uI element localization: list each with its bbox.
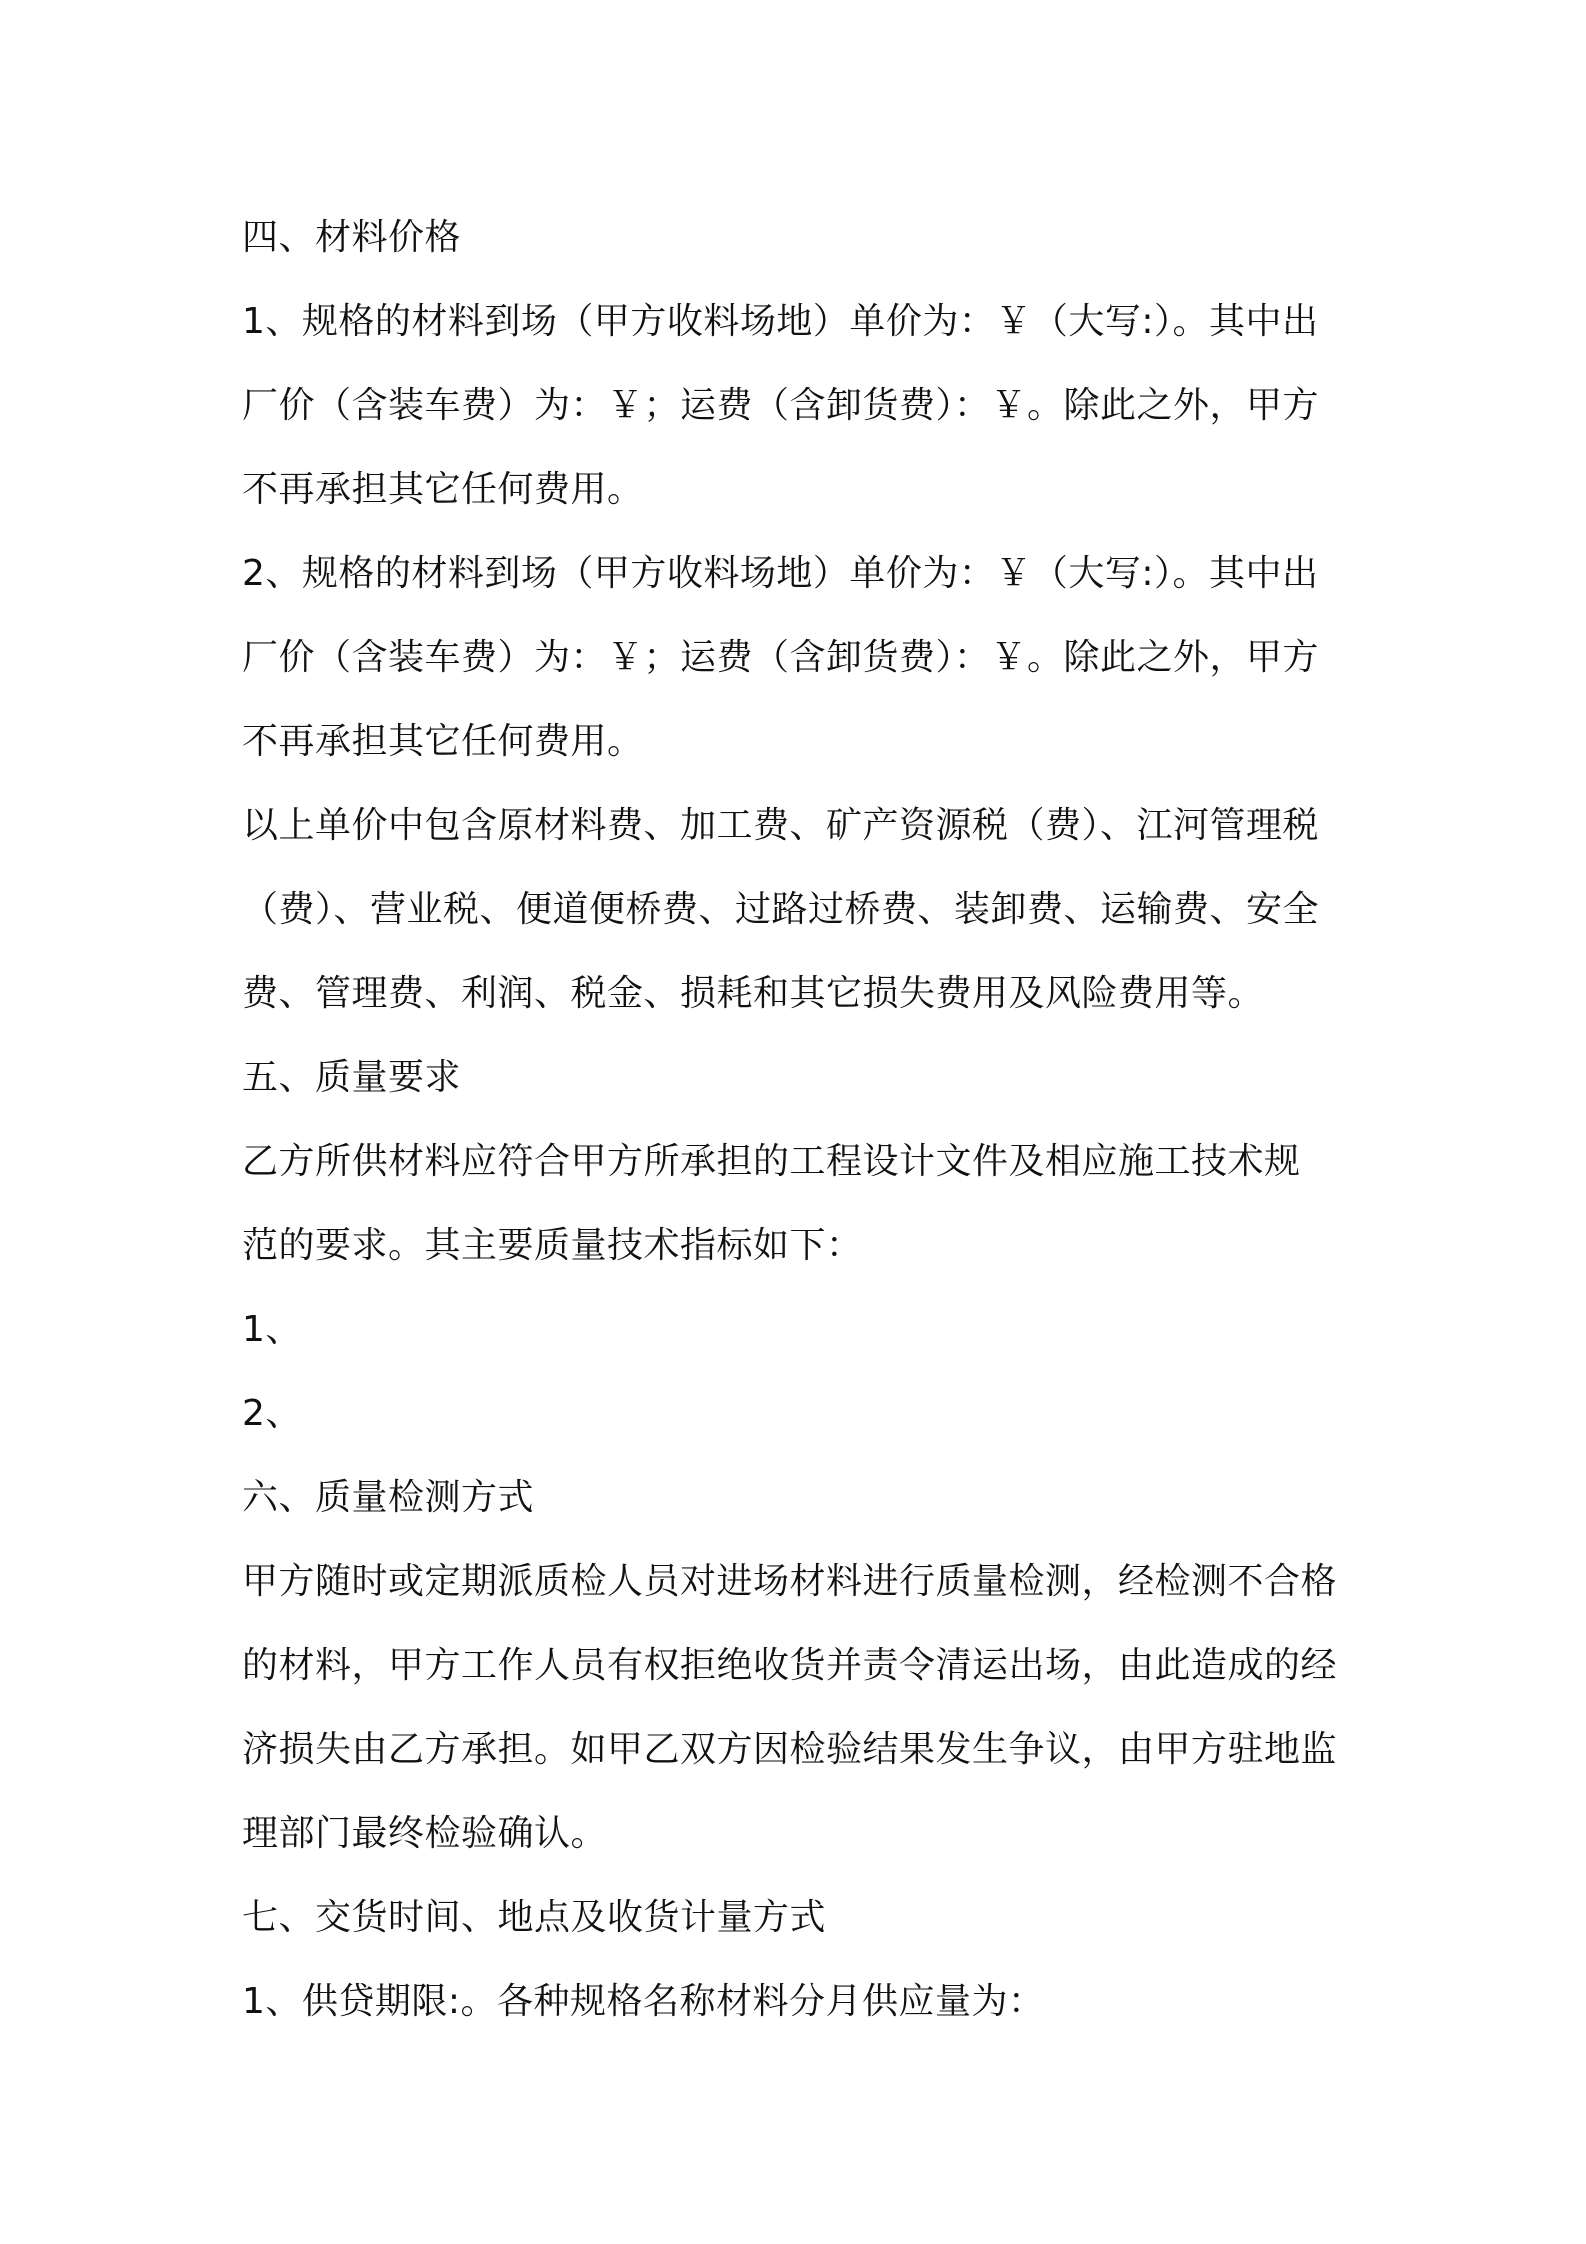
price-item-2-line-2: 厂价（含装车费）为：￥；运费（含卸货费）：￥。除此之外，甲方 bbox=[242, 637, 1320, 678]
price-note-line-1: 以上单价中包含原材料费、加工费、矿产资源税（费）、江河管理税 bbox=[242, 805, 1320, 846]
inspection-text-line-2: 的材料，甲方工作人员有权拒绝收货并责令清运出场，由此造成的经 bbox=[242, 1645, 1338, 1686]
price-item-1-line-3: 不再承担其它任何费用。 bbox=[242, 469, 644, 510]
inspection-text-line-4: 理部门最终检验确认。 bbox=[242, 1813, 608, 1854]
delivery-item-1: 1、供贷期限:。各种规格名称材料分月供应量为： bbox=[242, 1981, 1045, 2022]
price-note-line-3: 费、管理费、利润、税金、损耗和其它损失费用及风险费用等。 bbox=[242, 973, 1265, 1014]
inspection-text-line-3: 济损失由乙方承担。如甲乙双方因检验结果发生争议，由甲方驻地监 bbox=[242, 1729, 1338, 1770]
section-heading-price: 四、材料价格 bbox=[242, 217, 462, 258]
quality-item-2: 2、 bbox=[242, 1393, 302, 1434]
price-note-line-2: （费）、营业税、便道便桥费、过路过桥费、装卸费、运输费、安全 bbox=[242, 889, 1320, 930]
section-heading-quality: 五、质量要求 bbox=[242, 1057, 462, 1098]
price-item-1-line-1: 1、规格的材料到场（甲方收料场地）单价为：￥（大写:）。其中出 bbox=[242, 301, 1319, 342]
quality-text-line-2: 范的要求。其主要质量技术指标如下： bbox=[242, 1225, 863, 1266]
price-item-1-line-2: 厂价（含装车费）为：￥；运费（含卸货费）：￥。除此之外，甲方 bbox=[242, 385, 1320, 426]
section-heading-inspection: 六、质量检测方式 bbox=[242, 1477, 535, 1518]
document-page bbox=[242, 196, 1362, 2044]
section-heading-delivery: 七、交货时间、地点及收货计量方式 bbox=[242, 1897, 827, 1938]
price-item-2-line-3: 不再承担其它任何费用。 bbox=[242, 721, 644, 762]
inspection-text-line-1: 甲方随时或定期派质检人员对进场材料进行质量检测，经检测不合格 bbox=[242, 1561, 1338, 1602]
quality-item-1: 1、 bbox=[242, 1309, 302, 1350]
price-item-2-line-1: 2、规格的材料到场（甲方收料场地）单价为：￥（大写:）。其中出 bbox=[242, 553, 1319, 594]
quality-text-line-1: 乙方所供材料应符合甲方所承担的工程设计文件及相应施工技术规 bbox=[242, 1141, 1301, 1182]
